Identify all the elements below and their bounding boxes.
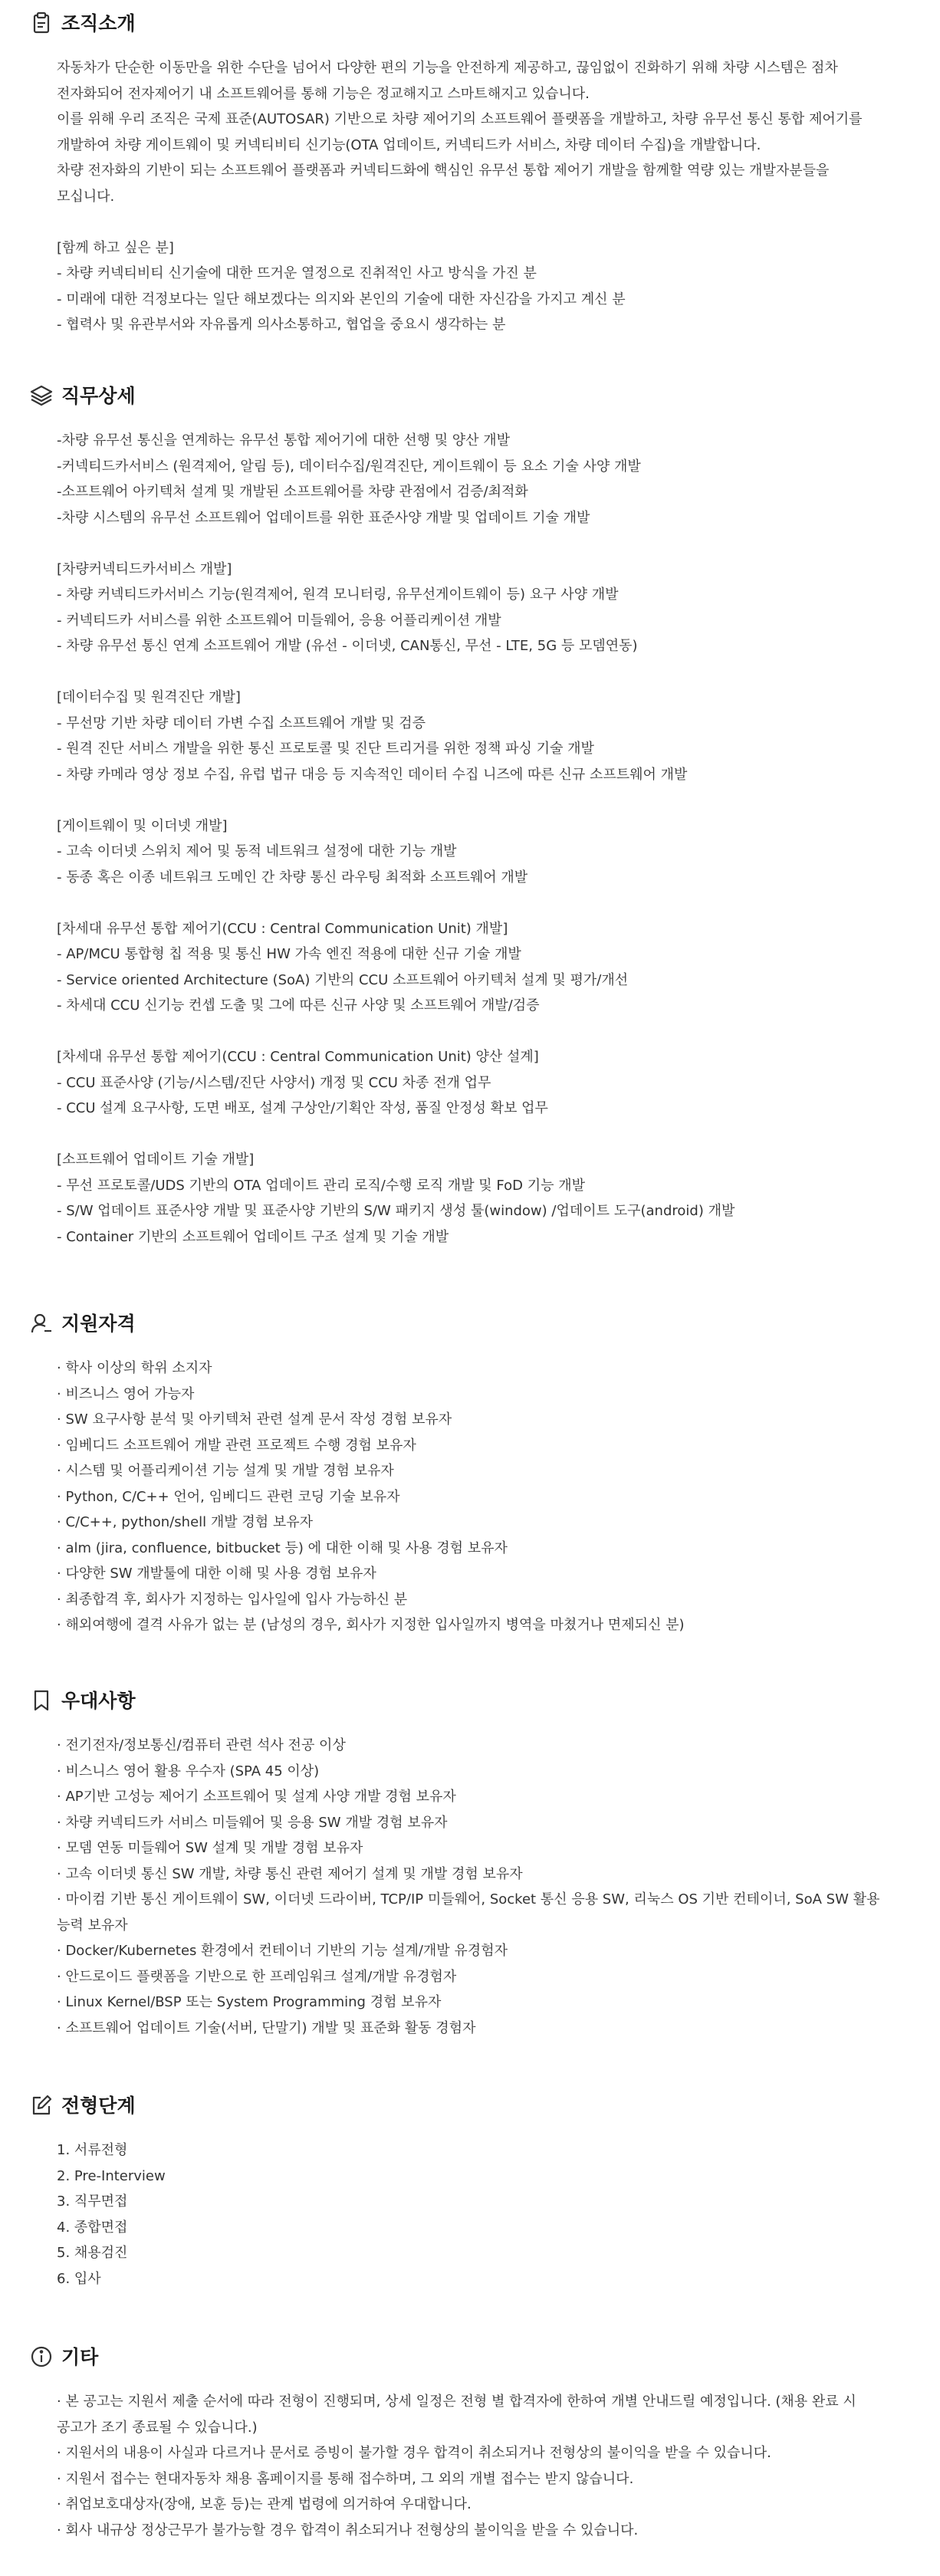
text-line: - AP/MCU 통합형 칩 적용 및 통신 HW 가속 엔진 적용에 대한 신규 기술 개발 bbox=[57, 946, 521, 962]
text-line: · 다양한 SW 개발툴에 대한 이해 및 사용 경험 보유자 bbox=[57, 1566, 376, 1582]
edit-icon bbox=[29, 2093, 54, 2118]
text-line: 5. 채용검진 bbox=[57, 2245, 128, 2261]
section-header bbox=[29, 1311, 911, 1342]
text-line: 1. 서류전형 bbox=[57, 2142, 128, 2158]
clipboard-icon bbox=[29, 11, 54, 35]
text-line: -커넥티드카서비스 (원격제어, 알림 등), 데이터수집/원격진단, 게이트웨이 등 요소 기술 사양 개발 bbox=[57, 458, 641, 475]
section-title: 직무상세 bbox=[61, 385, 136, 407]
blank-line bbox=[57, 531, 908, 557]
text-line: [게이트웨이 및 이더넷 개발] bbox=[57, 817, 228, 834]
text-line: · 최종합격 후, 회사가 지정하는 입사일에 입사 가능하신 분 bbox=[57, 1591, 408, 1608]
text-line: · 전기전자/정보통신/컴퓨터 관련 석사 전공 이상 bbox=[57, 1737, 346, 1753]
text-line: - S/W 업데이트 표준사양 개발 및 표준사양 기반의 S/W 패키지 생성 툴(window) /업데이트 도구(android) 개발 bbox=[57, 1203, 735, 1219]
blank-line bbox=[57, 1122, 908, 1148]
info-icon bbox=[29, 2344, 54, 2369]
text-line: - 미래에 대한 걱정보다는 일단 해보겠다는 의지와 본인의 기술에 대한 자신감을 가지고 계신 분 bbox=[57, 291, 626, 307]
section-header bbox=[29, 2093, 911, 2124]
text-line: · 차량 커넥티드카 서비스 미들웨어 및 응용 SW 개발 경험 보유자 bbox=[57, 1814, 448, 1831]
text-line: - 고속 이더넷 스위치 제어 및 동적 네트워크 설정에 대한 기능 개발 bbox=[57, 843, 457, 859]
section-body bbox=[57, 2389, 908, 2543]
text-line: · 모뎀 연동 미들웨어 SW 설계 및 개발 경험 보유자 bbox=[57, 1840, 363, 1856]
section-duties bbox=[29, 383, 911, 1245]
text-line: 3. 직무면접 bbox=[57, 2193, 128, 2210]
text-line: · 학사 이상의 학위 소지자 bbox=[57, 1360, 212, 1376]
section-process bbox=[29, 2093, 911, 2287]
text-line: [차량커넥티드카서비스 개발] bbox=[57, 560, 232, 577]
blank-line bbox=[57, 787, 908, 813]
text-line: - 원격 진단 서비스 개발을 위한 통신 프로토콜 및 진단 트리거를 위한 정책 파싱 기술 개발 bbox=[57, 741, 594, 757]
text-line: - 커넥티드카 서비스를 위한 소프트웨어 미들웨어, 응용 어플리케이션 개발 bbox=[57, 612, 501, 629]
section-qualifications bbox=[29, 1311, 911, 1633]
text-line: 모십니다. bbox=[57, 188, 115, 205]
text-line: - 협력사 및 유관부서와 자유롭게 의사소통하고, 협업을 중요시 생각하는 분 bbox=[57, 317, 506, 333]
blank-line bbox=[57, 659, 908, 685]
text-line: · AP기반 고성능 제어기 소프트웨어 및 설계 사양 개발 경험 보유자 bbox=[57, 1789, 456, 1805]
section-body bbox=[57, 2137, 908, 2292]
section-body bbox=[57, 1355, 908, 1638]
text-line: · C/C++, python/shell 개발 경험 보유자 bbox=[57, 1514, 314, 1530]
text-line: 6. 입사 bbox=[57, 2270, 101, 2287]
text-line: · 마이컴 기반 통신 게이트웨이 SW, 이더넷 드라이버, TCP/IP 미들웨어, Socket 통신 응용 SW, 리눅스 OS 기반 컨테이너, SoA SW 활용 bbox=[57, 1891, 880, 1907]
text-line: · Linux Kernel/BSP 또는 System Programming 경험 보유자 bbox=[57, 1994, 442, 2010]
text-line: · 지원서 접수는 현대자동차 채용 홈페이지를 통해 접수하며, 그 외의 개별 접수는 받지 않습니다. bbox=[57, 2470, 634, 2487]
text-line: - CCU 표준사양 (기능/시스템/진단 사양서) 개정 및 CCU 차종 전개 업무 bbox=[57, 1074, 491, 1091]
text-line: 전자화되어 전자제어기 내 소프트웨어를 통해 기능은 정교해지고 스마트해지고 있습니다. bbox=[57, 85, 590, 102]
text-line: 이를 위해 우리 조직은 국제 표준(AUTOSAR) 기반으로 차량 제어기의 소프트웨어 플랫폼을 개발하고, 차량 유무선 통신 통합 제어기를 bbox=[57, 111, 863, 127]
text-line: 4. 종합면접 bbox=[57, 2219, 128, 2236]
text-line: - 차세대 CCU 신기능 컨셉 도출 및 그에 따른 신규 사양 및 소프트웨어 개발/검증 bbox=[57, 997, 540, 1014]
text-line: · 지원서의 내용이 사실과 다르거나 문서로 증빙이 불가할 경우 합격이 취소되거나 전형상의 불이익을 받을 수 있습니다. bbox=[57, 2445, 771, 2461]
text-line: - 무선망 기반 차량 데이터 가변 수집 소프트웨어 개발 및 검증 bbox=[57, 715, 426, 731]
text-line: 공고가 조기 종료될 수 있습니다.) bbox=[57, 2419, 258, 2436]
blank-line bbox=[57, 890, 908, 916]
section-header bbox=[29, 383, 911, 414]
section-title: 조직소개 bbox=[61, 12, 136, 34]
text-line: -차량 유무선 통신을 연계하는 유무선 통합 제어기에 대한 선행 및 양산 개발 bbox=[57, 432, 511, 449]
layers-icon bbox=[29, 383, 54, 408]
text-line: 자동차가 단순한 이동만을 위한 수단을 넘어서 다양한 편의 기능을 안전하게 제공하고, 끊임없이 진화하기 위해 차량 시스템은 점차 bbox=[57, 60, 838, 76]
text-line: [차세대 유무선 통합 제어기(CCU : Central Communication Unit) 개발] bbox=[57, 920, 508, 937]
section-body bbox=[57, 1733, 908, 2041]
text-line: · Python, C/C++ 언어, 임베디드 관련 코딩 기술 보유자 bbox=[57, 1488, 400, 1505]
text-line: 2. Pre-Interview bbox=[57, 2167, 166, 2184]
text-line: - Container 기반의 소프트웨어 업데이트 구조 설계 및 기술 개발 bbox=[57, 1228, 449, 1245]
text-line: · 시스템 및 어플리케이션 기능 설계 및 개발 경험 보유자 bbox=[57, 1463, 394, 1479]
text-line: [소프트웨어 업데이트 기술 개발] bbox=[57, 1152, 255, 1168]
text-line: [데이터수집 및 원격진단 개발] bbox=[57, 689, 241, 705]
text-line: - 차량 유무선 통신 연계 소프트웨어 개발 (유선 - 이더넷, CAN통신, 무선 - LTE, 5G 등 모뎀연동) bbox=[57, 638, 638, 654]
text-line: · 취업보호대상자(장애, 보훈 등)는 관계 법령에 의거하여 우대합니다. bbox=[57, 2496, 472, 2512]
section-body bbox=[57, 55, 908, 338]
section-title: 기타 bbox=[61, 2346, 99, 2368]
text-line: · 해외여행에 결격 사유가 없는 분 (남성의 경우, 회사가 지정한 입사일까지 병역을 마쳤거나 면제되신 분) bbox=[57, 1617, 685, 1633]
text-line: [차세대 유무선 통합 제어기(CCU : Central Communication Unit) 양산 설계] bbox=[57, 1049, 539, 1065]
blank-line bbox=[57, 209, 908, 235]
text-line: - 차량 카메라 영상 정보 수집, 유럽 법규 대응 등 지속적인 데이터 수집 니즈에 따른 신규 소프트웨어 개발 bbox=[57, 766, 688, 783]
section-body bbox=[57, 428, 908, 1250]
text-line: · 안드로이드 플랫폼을 기반으로 한 프레임워크 설계/개발 유경험자 bbox=[57, 1968, 457, 1985]
text-line: - 차량 커넥티드카서비스 기능(원격제어, 원격 모니터링, 유무선게이트웨이 등) 요구 사양 개발 bbox=[57, 586, 619, 603]
text-line: 능력 보유자 bbox=[57, 1917, 128, 1934]
section-header bbox=[29, 11, 911, 41]
text-line: - Service oriented Architecture (SoA) 기반의 CCU 소프트웨어 아키텍처 설계 및 평가/개선 bbox=[57, 971, 629, 988]
section-org-intro bbox=[29, 11, 911, 333]
text-line: - CCU 설계 요구사항, 도면 배포, 설계 구상안/기획안 작성, 품질 안정성 확보 업무 bbox=[57, 1100, 548, 1116]
person-icon bbox=[29, 1311, 54, 1336]
section-title: 지원자격 bbox=[61, 1313, 136, 1335]
text-line: · 본 공고는 지원서 제출 순서에 따라 전형이 진행되며, 상세 일정은 전형 별 합격자에 한하여 개별 안내드릴 예정입니다. (채용 완료 시 bbox=[57, 2394, 856, 2410]
text-line: · 소프트웨어 업데이트 기술(서버, 단말기) 개발 및 표준화 활동 경험자 bbox=[57, 2019, 476, 2036]
section-title: 우대사항 bbox=[61, 1690, 136, 1712]
text-line: - 동종 혹은 이종 네트워크 도메인 간 차량 통신 라우팅 최적화 소프트웨어 개발 bbox=[57, 869, 528, 886]
text-line: - 차량 커넥티비티 신기술에 대한 뜨거운 열정으로 진취적인 사고 방식을 가진 분 bbox=[57, 265, 537, 281]
text-line: [함께 하고 싶은 분] bbox=[57, 239, 174, 256]
text-line: 개발하여 차량 게이트웨이 및 커넥티비티 신기능(OTA 업데이트, 커넥티드카 서비스, 차량 데이터 수집)을 개발합니다. bbox=[57, 136, 761, 153]
section-header bbox=[29, 2344, 911, 2375]
text-line: · 비즈니스 영어 가능자 bbox=[57, 1385, 195, 1402]
text-line: · 고속 이더넷 통신 SW 개발, 차량 통신 관련 제어기 설계 및 개발 경험 보유자 bbox=[57, 1865, 523, 1882]
text-line: · 비스니스 영어 활용 우수자 (SPA 45 이상) bbox=[57, 1763, 320, 1779]
text-line: · 회사 내규상 정상근무가 불가능할 경우 합격이 취소되거나 전형상의 불이익을 받을 수 있습니다. bbox=[57, 2522, 639, 2538]
section-title: 전형단계 bbox=[61, 2095, 136, 2117]
section-etc bbox=[29, 2344, 911, 2538]
text-line: · SW 요구사항 분석 및 아키텍처 관련 설계 문서 작성 경험 보유자 bbox=[57, 1411, 452, 1428]
text-line: 차량 전자화의 기반이 되는 소프트웨어 플랫폼과 커넥티드화에 핵심인 유무선 통합 제어기 개발을 함께할 역량 있는 개발자분들을 bbox=[57, 163, 830, 179]
text-line: - 무선 프로토콜/UDS 기반의 OTA 업데이트 관리 로직/수행 로직 개발 및 FoD 기능 개발 bbox=[57, 1177, 585, 1194]
section-header bbox=[29, 1688, 911, 1719]
bookmark-icon bbox=[29, 1688, 54, 1713]
text-line: · alm (jira, confluence, bitbucket 등) 에 대한 이해 및 사용 경험 보유자 bbox=[57, 1539, 508, 1556]
text-line: -차량 시스템의 유무선 소프트웨어 업데이트를 위한 표준사양 개발 및 업데이트 기술 개발 bbox=[57, 509, 590, 526]
text-line: · Docker/Kubernetes 환경에서 컨테이너 기반의 기능 설계/개발 유경험자 bbox=[57, 1943, 508, 1959]
text-line: · 임베디드 소프트웨어 개발 관련 프로젝트 수행 경험 보유자 bbox=[57, 1437, 416, 1454]
section-preferred bbox=[29, 1688, 911, 2036]
blank-line bbox=[57, 1019, 908, 1045]
text-line: -소프트웨어 아키텍처 설계 및 개발된 소프트웨어를 차량 관점에서 검증/최적화 bbox=[57, 484, 528, 500]
